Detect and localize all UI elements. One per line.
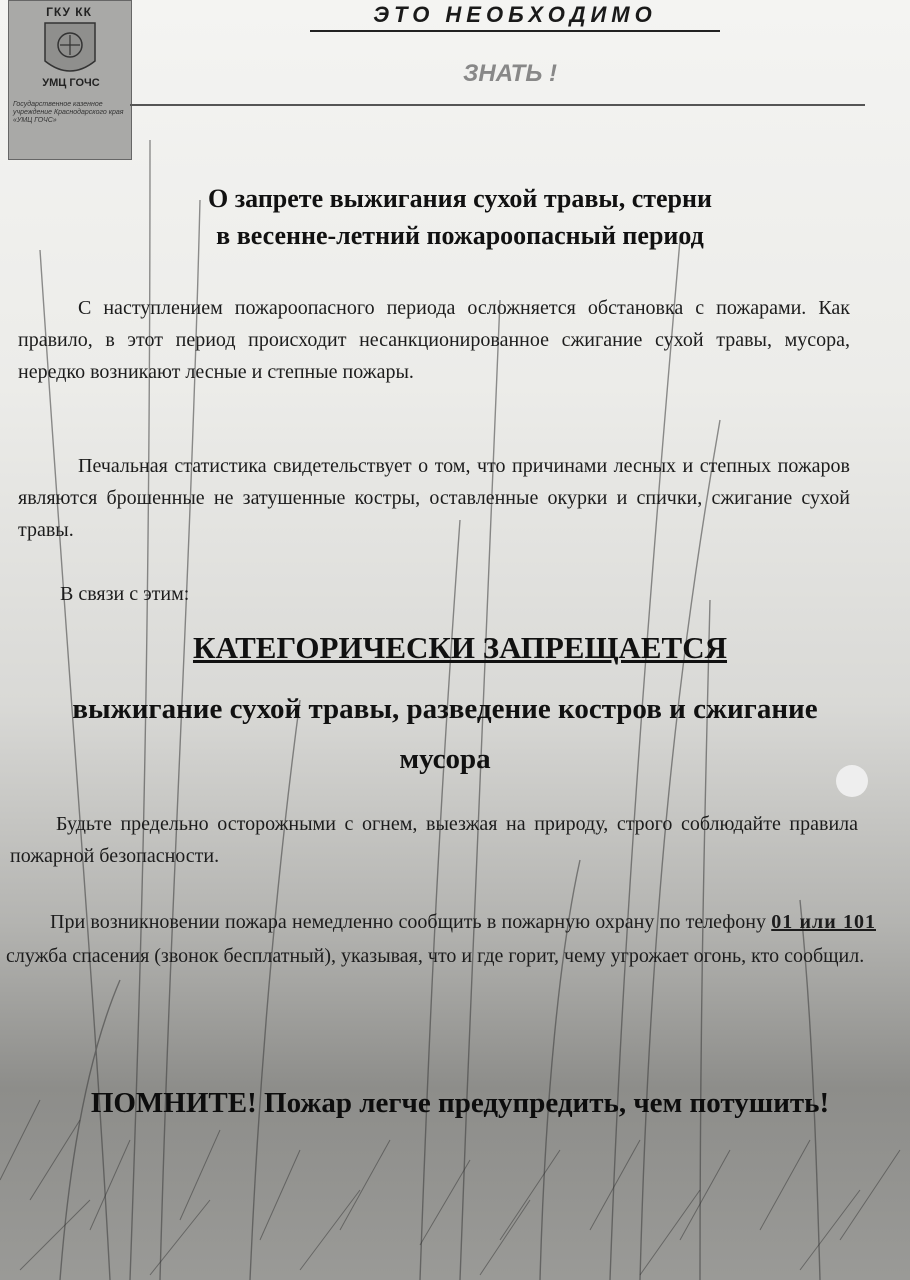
emblem-bottom-text: УМЦ ГОЧС xyxy=(42,77,100,89)
emblem-caption: Государственное казенное учреждение Краснодарского края «УМЦ ГОЧС» xyxy=(13,101,124,124)
paragraph-statistics: Печальная статистика свидетельствует о том, что причинами лесных и степных пожаров являются брошенные не затушенные костры, оставленные окурки и спички, сжигание сухой травы. xyxy=(18,455,850,541)
report-text-after: служба спасения (звонок бесплатный), указывая, что и где горит, чему угрожает огонь, кто сообщил. xyxy=(6,945,865,967)
report-text-before: При возникновении пожара немедленно сообщить в пожарную охрану по телефону xyxy=(50,911,772,933)
paragraph-in-connection: В связи с этим: xyxy=(60,583,190,605)
warning-text: выжигание сухой травы, разведение костров и сжигание мусора xyxy=(72,693,818,775)
emergency-phone-numbers: 01 или 101 xyxy=(771,911,876,933)
organization-emblem xyxy=(8,0,132,160)
paragraph-report-fire xyxy=(6,905,876,973)
title-line-1: О запрете выжигания сухой травы, стерни xyxy=(208,184,712,213)
warning-heading: КАТЕГОРИЧЕСКИ ЗАПРЕЩАЕТСЯ xyxy=(192,630,728,665)
header-line-1: ЭТО НЕОБХОДИМО xyxy=(310,2,720,32)
page-title xyxy=(60,180,860,254)
title-line-2: в весенне-летний пожароопасный период xyxy=(216,221,704,250)
header-divider xyxy=(130,104,865,106)
paragraph-fire-season: С наступлением пожароопасного периода осложняется обстановка с пожарами. Как правило, в этот период происходит несанкционированное сжигание сухой травы, мусора, нередко возникают лесные и степные пожары. xyxy=(18,297,850,383)
closing-reminder: ПОМНИТЕ! Пожар легче предупредить, чем потушить! xyxy=(90,1087,830,1119)
header-line-2: ЗНАТЬ ! xyxy=(463,60,557,87)
emblem-top-text: ГКУ КК xyxy=(46,5,92,19)
paragraph-be-careful: Будьте предельно осторожными с огнем, выезжая на природу, строго соблюдайте правила пожарной безопасности. xyxy=(10,813,858,867)
